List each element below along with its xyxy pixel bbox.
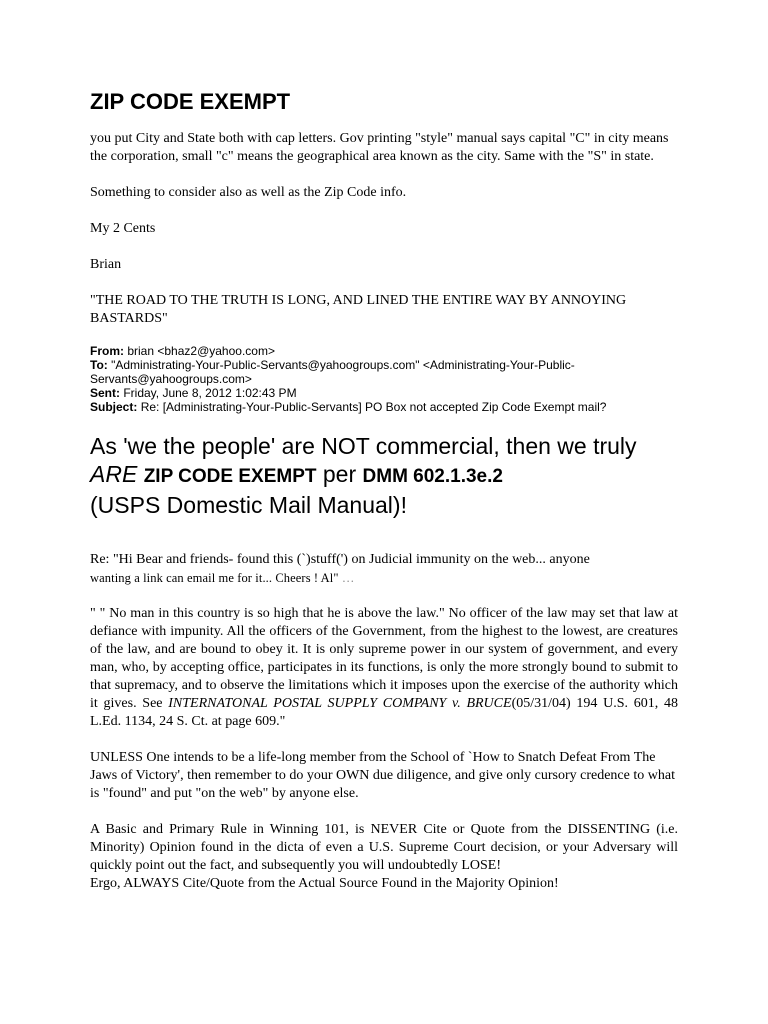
headline-line-1: As 'we the people' are NOT commercial, then we truly — [90, 433, 637, 459]
subject-label: Subject: — [90, 400, 138, 414]
email-to — [90, 358, 678, 386]
unless-paragraph: UNLESS One intends to be a life-long member from the School of `How to Snatch Defeat From The Jaws of Victory', then remember to do your OWN due diligence, and give only cursory credence to what is "found" and put "on the web" by anyone else. — [90, 750, 675, 801]
re-paragraph — [90, 551, 678, 587]
headline-are: ARE — [90, 461, 138, 487]
cents-paragraph: My 2 Cents — [90, 221, 156, 236]
to-value: "Administrating-Your-Public-Servants@yahoogroups.com" <Administrating-Your-Public-Servants@yahoogroups.com> — [90, 358, 575, 386]
headline-zip: ZIP CODE EXEMPT — [143, 466, 317, 487]
rule-paragraph: A Basic and Primary Rule in Winning 101, is NEVER Cite or Quote from the DISSENTING (i.e. Minority) Opinion found in the dicta of even a U.S. Supreme Court decision, or your Adversary will quickly point out the fact, and subsequently you will undoubtedly LOSE! — [90, 822, 678, 873]
subject-value: Re: [Administrating-Your-Public-Servants] PO Box not accepted Zip Code Exempt mail? — [140, 400, 607, 414]
page-title: ZIP CODE EXEMPT — [90, 89, 291, 114]
law-text: " " No man in this country is so high that he is above the law." No officer of the law may set that law at defiance with impunity. All the officers of the Government, from the highest to the lowest, are creatures of the law, and are bound to obey it. It is only supreme power in our system of government, and every man, who, by accepting office, participates in its functions, is only the more strongly bound to submit to that supremacy, and to observe the limitations which it imposes upon the exercise of the authority which it gives. See — [90, 606, 678, 711]
headline-line-2 — [90, 460, 678, 491]
headline-per: per — [322, 461, 357, 487]
email-sent — [90, 386, 678, 400]
email-from — [90, 344, 678, 358]
law-paragraph — [90, 605, 678, 731]
headline — [90, 432, 678, 519]
case-name: INTERNATONAL POSTAL SUPPLY COMPANY v. BRUCE — [168, 696, 512, 711]
re-line-2 — [90, 569, 678, 587]
ellipsis-mark: … — [341, 571, 355, 585]
headline-line-3: (USPS Domestic Mail Manual)! — [90, 492, 407, 518]
email-header — [90, 344, 678, 414]
sent-value: Friday, June 8, 2012 1:02:43 PM — [123, 386, 297, 400]
signature: Brian — [90, 257, 122, 272]
from-value: brian <bhaz2@yahoo.com> — [127, 344, 275, 358]
consider-paragraph: Something to consider also as well as the Zip Code info. — [90, 185, 407, 200]
road-quote: "THE ROAD TO THE TRUTH IS LONG, AND LINED THE ENTIRE WAY BY ANNOYING BASTARDS" — [90, 293, 627, 326]
to-label: To: — [90, 358, 108, 372]
headline-dmm: DMM 602.1.3e.2 — [362, 466, 503, 487]
from-label: From: — [90, 344, 124, 358]
ergo-paragraph: Ergo, ALWAYS Cite/Quote from the Actual Source Found in the Majority Opinion! — [90, 876, 559, 891]
case-citation: (05/31/04) 194 U.S. 601, 48 L.Ed. 1134, 24 S. Ct. at page 609." — [90, 696, 678, 729]
email-subject — [90, 400, 678, 414]
sent-label: Sent: — [90, 386, 120, 400]
document-page — [90, 88, 678, 893]
re-line-2-text: wanting a link can email me for it... Cheers ! Al" — [90, 571, 339, 585]
intro-paragraph: you put City and State both with cap letters. Gov printing "style" manual says capital "C" in city means the corporation, small "c" means the geographical area known as the city. Same with the "S" in state. — [90, 131, 669, 164]
re-line-1: Re: "Hi Bear and friends- found this (`)stuff(') on Judicial immunity on the web... anyone — [90, 552, 590, 567]
